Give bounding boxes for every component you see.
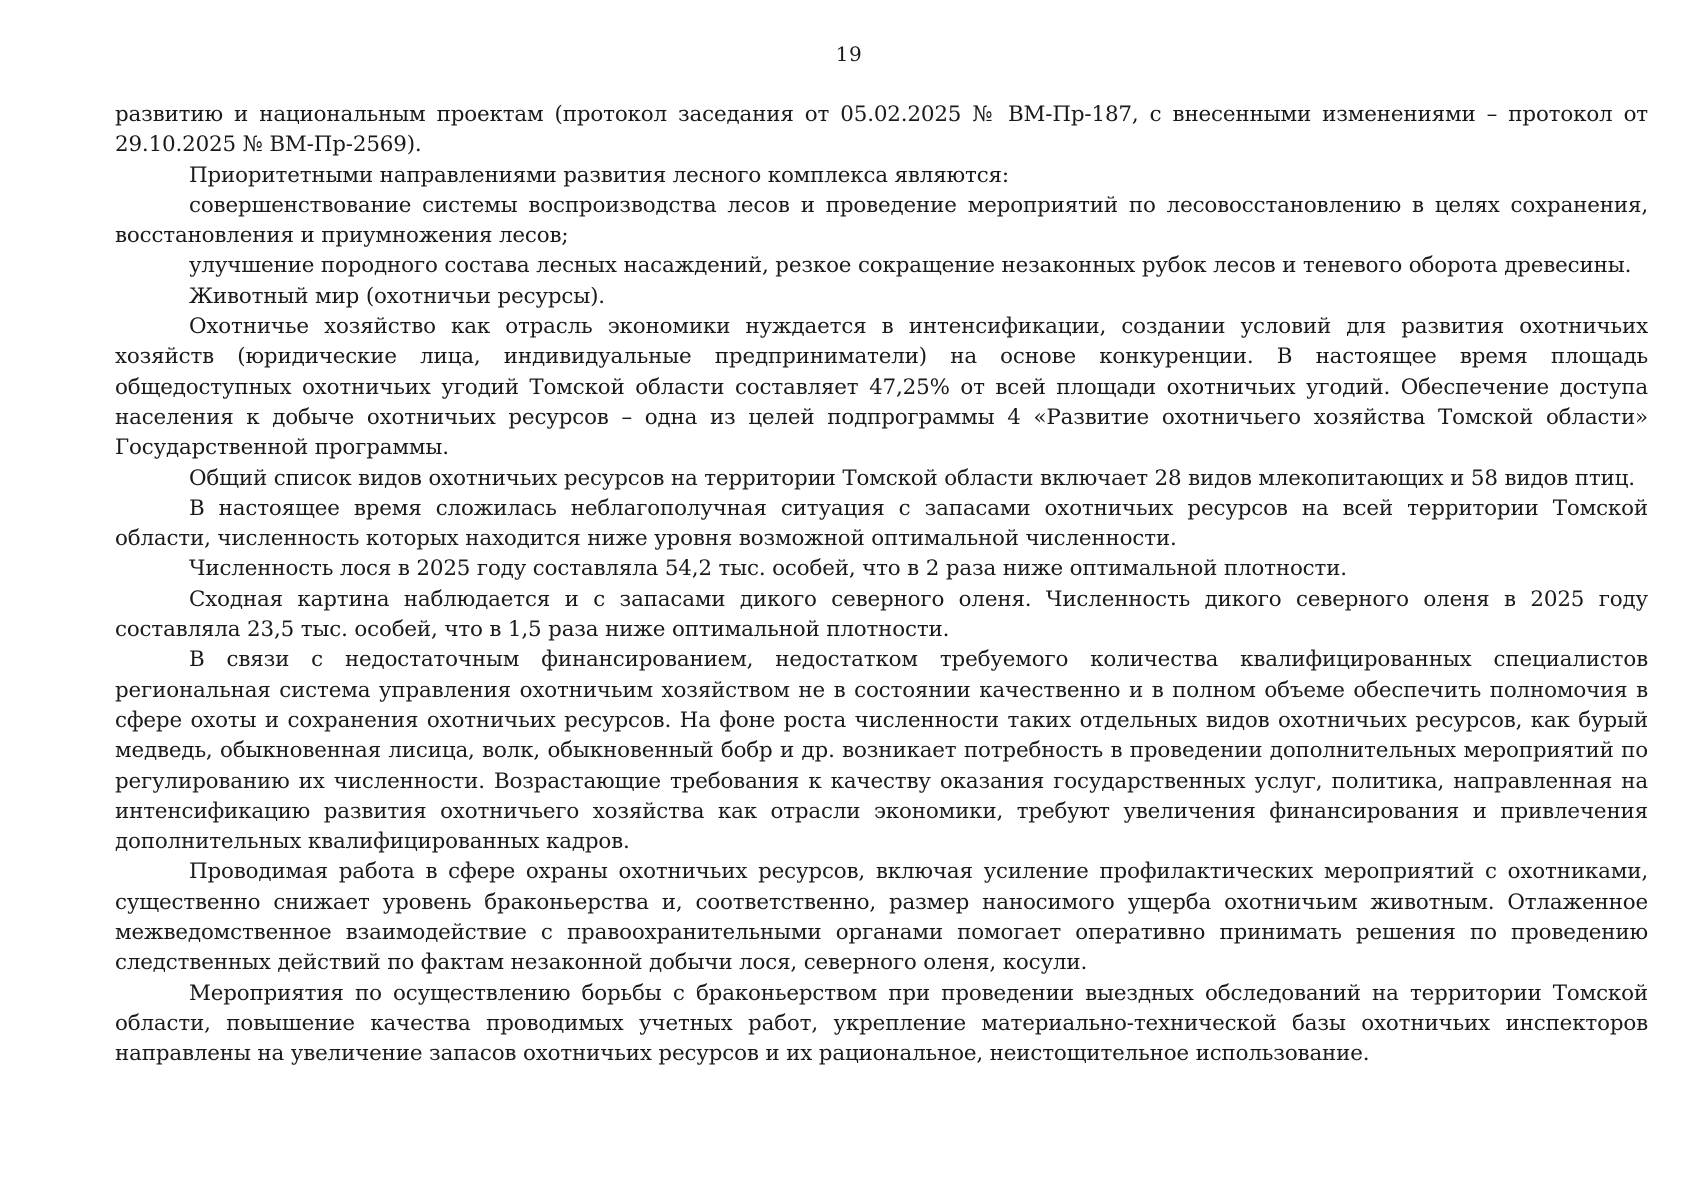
document-body xyxy=(115,100,1648,1070)
paragraph-funding-issues: В связи с недостаточным финансированием, недостатком требуемого количества квалифицированных специалистов региональная система управления охотничьим хозяйством не в состоянии качественно и в полном объеме обеспечить полномочия в сфере охоты и сохранения охотничьих ресурсов. На фоне роста численности таких отдельных видов охотничьих ресурсов, как бурый медведь, обыкновенная лисица, волк, обыкновенный бобр и др. возникает потребность в проведении дополнительных мероприятий по регулированию их численности. Возрастающие требования к качеству оказания государственных услуг, политика, направленная на интенсификацию развития охотничьего хозяйства как отрасли экономики, требуют увеличения финансирования и привлечения дополнительных квалифицированных кадров. xyxy=(115,647,1648,855)
page-number: 19 xyxy=(835,42,863,66)
paragraph-wildlife-heading: Животный мир (охотничьи ресурсы). xyxy=(189,283,605,309)
paragraph-anti-poaching-measures: Мероприятия по осуществлению борьбы с браконьерством при проведении выездных обследований на территории Томской области, повышение качества проводимых учетных работ, укрепление материально-технической базы охотничьих инспекторов направлены на увеличение запасов охотничьих ресурсов и их рациональное, неистощительное использование. xyxy=(115,980,1648,1067)
paragraph-forest-priorities: Приоритетными направлениями развития лесного комплекса являются: xyxy=(189,162,1009,188)
paragraph-protection-work: Проводимая работа в сфере охраны охотничьих ресурсов, включая усиление профилактических мероприятий с охотниками, существенно снижает уровень браконьерства и, соответственно, размер наносимого ущерба охотничьим животным. Отлаженное межведомственное взаимодействие с правоохранительными органами помогает оперативно принимать решения по проведению следственных действий по фактам незаконной добычи лося, северного оленя, косули. xyxy=(115,859,1648,976)
paragraph-hunting-economy: Охотничье хозяйство как отрасль экономики нуждается в интенсификации, создании условий для развития охотничьих хозяйств (юридические лица, индивидуальные предприниматели) на основе конкуренции. В настоящее время площадь общедоступных охотничьих угодий Томской области составляет 47,25% от всей площади охотничьих угодий. Обеспечение доступа населения к добыче охотничьих ресурсов – одна из целей подпрограммы 4 «Развитие охотничьего хозяйства Томской области» Государственной программы. xyxy=(115,314,1648,461)
paragraph-reindeer-population: Сходная картина наблюдается и с запасами дикого северного оленя. Численность дикого северного оленя в 2025 году составляла 23,5 тыс. особей, что в 1,5 раза ниже оптимальной плотности. xyxy=(115,586,1648,643)
paragraph-continuation: развитию и национальным проектам (протокол заседания от 05.02.2025 № ВМ-Пр-187, с внесенными изменениями – протокол от 29.10.2025 № ВМ-Пр-2569). xyxy=(115,102,1648,158)
paragraph-moose-population: Численность лося в 2025 году составляла 54,2 тыс. особей, что в 2 раза ниже оптимальной плотности. xyxy=(189,556,1347,582)
paragraph-forest-reproduction: совершенствование системы воспроизводства лесов и проведение мероприятий по лесовосстановлению в целях сохранения, восстановления и приумножения лесов; xyxy=(115,192,1648,249)
paragraph-species-list: Общий список видов охотничьих ресурсов на территории Томской области включает 28 видов млекопитающих и 58 видов птиц. xyxy=(189,465,1635,491)
paragraph-resource-situation: В настоящее время сложилась неблагополучная ситуация с запасами охотничьих ресурсов на всей территории Томской области, численность которых находится ниже уровня возможной оптимальной численности. xyxy=(115,495,1648,552)
paragraph-forest-composition: улучшение породного состава лесных насаждений, резкое сокращение незаконных рубок лесов и теневого оборота древесины. xyxy=(189,253,1632,279)
